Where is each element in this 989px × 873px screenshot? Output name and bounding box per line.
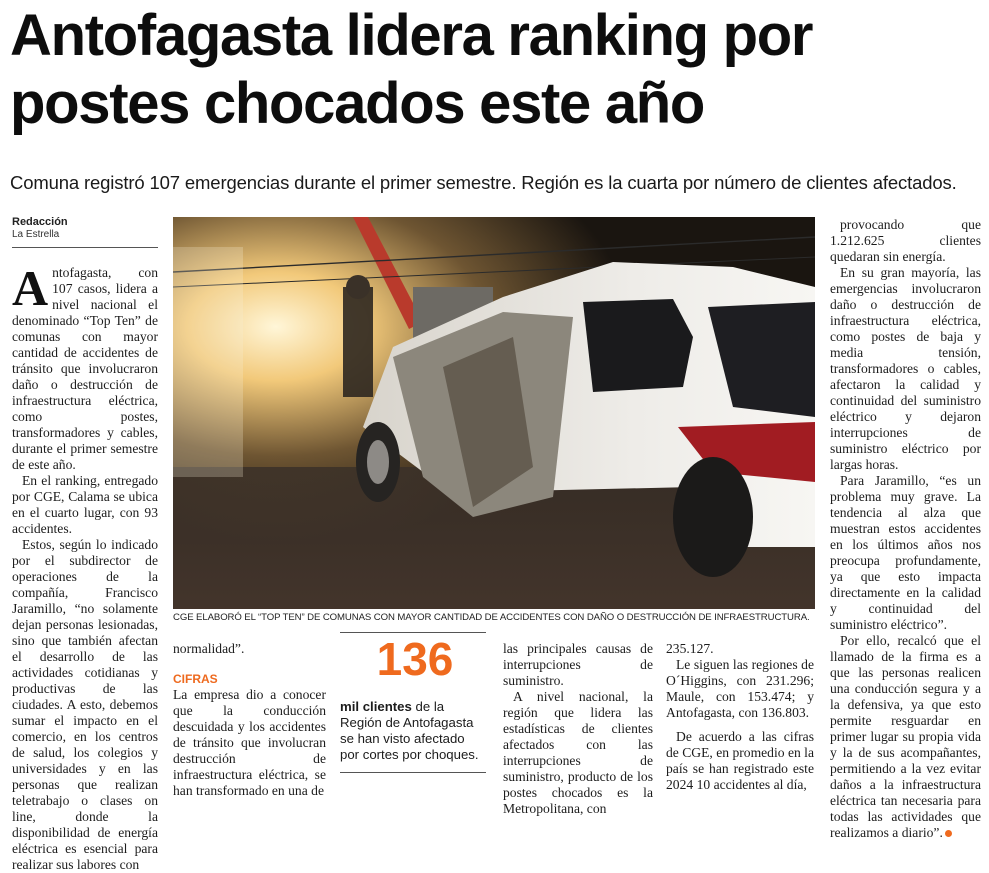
photo-illustration: [173, 217, 815, 609]
byline-publication: La Estrella: [12, 229, 60, 240]
column-3: [503, 641, 653, 817]
drop-cap: A: [12, 260, 49, 316]
paragraph: provocando que 1.212.625 clientes quedaran sin energía.: [830, 217, 981, 264]
paragraph: En su gran mayoría, las emergencias involucraron daño o destrucción de infraestructura eléctrica, como postes de baja y media tensión, transformadores o cables, afectaron la calidad y continuidad del suministro eléctrico y dejaron interrupciones de suministro eléctrico por largas horas.: [830, 265, 981, 472]
end-of-article-icon: [945, 830, 952, 837]
photo-caption: CGE ELABORÓ EL “TOP TEN” DE COMUNAS CON MAYOR CANTIDAD DE ACCIDENTES CON DAÑO O DESTRUCCIÓN DE INFRAESTRUCTURA.: [173, 612, 810, 623]
paragraph: Le siguen las regiones de O´Higgins, con 231.296; Maule, con 153.474; y Antofagasta, con 136.803.: [666, 657, 814, 720]
deck-subtitle: Comuna registró 107 emergencias durante el primer semestre. Región es la cuarta por número de clientes afectados.: [10, 172, 957, 193]
factbox-rest: de la Región de Antofagasta se han visto afectado por cortes por choques.: [340, 699, 479, 762]
paragraph: Estos, según lo indicado por el subdirector de operaciones de la compañía, Francisco Jaramillo, “no solamente dejan personas lesionadas, sino que también afectan el desarrollo de las actividades cotidianas y productivas de las ciudades. A esto, debemos sumar el impacto en el comercio, en los centros de salud, los colegios y universidades y en las personas que realizan teletrabajo o clases on line, donde la disponibilidad de energía eléctrica es esencial para realizar sus labores con: [12, 537, 158, 872]
paragraph: 235.127.: [666, 641, 714, 656]
factbox-text: [340, 699, 485, 763]
paragraph: normalidad”.: [173, 641, 245, 656]
factbox-bottom-rule: [340, 772, 486, 773]
paragraph: Antofagasta, con 107 casos, lidera a nivel nacional el denominado “Top Ten” de comunas con mayor cantidad de accidentes de tránsito que involucraron daño o destrucción de infraestructura eléctrica, como postes, transformadores y cables, durante el primer semestre de este año.: [12, 260, 158, 472]
paragraph: A nivel nacional, la región que lidera las estadísticas de clientes afectados con las interrupciones de suministro, producto de los postes chocados es la Metropolitana, con: [503, 689, 653, 816]
paragraph: La empresa dio a conocer que la conducción descuidada y los accidentes de tránsito que involucran destrucción de infraestructura eléctrica, se han transformado en una de: [173, 687, 326, 798]
paragraph: En el ranking, entregado por CGE, Calama se ubica en el cuarto lugar, con 93 accidentes.: [12, 473, 158, 536]
column-1: [12, 260, 158, 873]
headline-line-1: Antofagasta lidera ranking por: [10, 3, 813, 68]
column-2-cont: [173, 687, 326, 799]
section-label-cifras: CIFRAS: [173, 672, 218, 686]
paragraph: Por ello, recalcó que el llamado de la firma es a que las personas realicen una conducción segura y a la defensiva, ya que esto permite resguardar en primer lugar su propia vida y la de sus acompañantes, permitiendo a la vez evitar daños a la infraestructura eléctrica tan necesaria para todas las actividades que realizamos a diario”.: [830, 633, 981, 840]
column-2: [173, 641, 326, 657]
paragraph: Para Jaramillo, “es un problema muy grave. La tendencia al alza que muestran estos accidentes en los últimos años nos preocupa profundamente, ya que esto impacta directamente en la calidad y continuidad del suministro eléctrico”.: [830, 473, 981, 632]
paragraph: las principales causas de interrupciones de suministro.: [503, 641, 653, 688]
headline: [10, 2, 985, 138]
column-4: [666, 641, 814, 793]
crashed-car-photo: [173, 217, 815, 609]
byline-author: Redacción: [12, 216, 68, 228]
byline-rule: [12, 247, 158, 248]
headline-line-2: postes chocados este año: [10, 71, 705, 136]
factbox-number: 136: [376, 633, 454, 685]
factbox-bold: mil clientes: [340, 699, 412, 714]
column-5: [830, 217, 981, 841]
paragraph: De acuerdo a las cifras de CGE, en promedio en la país se han registrado este 2024 10 accidentes al día,: [666, 729, 814, 792]
